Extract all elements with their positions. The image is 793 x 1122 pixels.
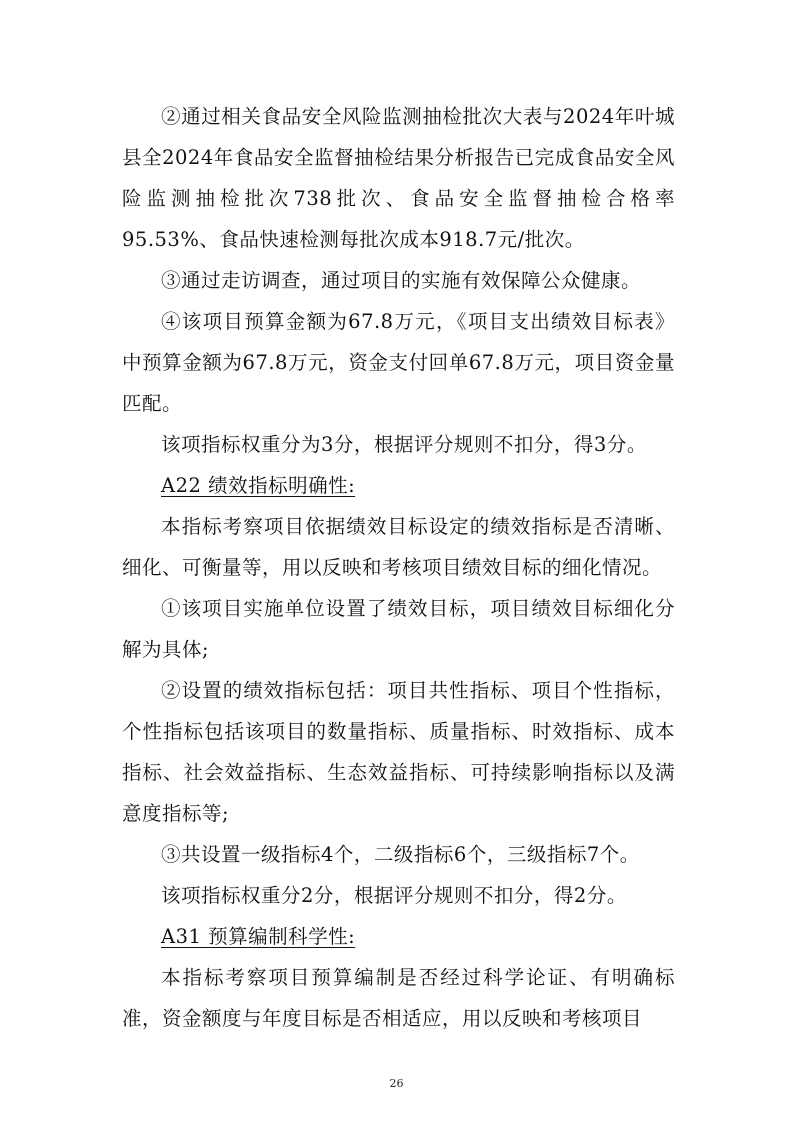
body-text	[122, 96, 675, 1039]
paragraph-a22-item-2: ②设置的绩效指标包括：项目共性指标、项目个性指标，个性指标包括该项目的数量指标、质量指标、时效指标、成本指标、社会效益指标、生态效益指标、可持续影响指标以及满意度指标等;	[122, 679, 675, 825]
heading-a31	[122, 916, 675, 957]
paragraph-field-survey: ③通过走访调查，通过项目的实施有效保障公众健康。	[161, 269, 642, 292]
paragraph-budget-match: ④该项目预算金额为67.8万元，《项目支出绩效目标表》中预算金额为67.8万元，资金支付回单67.8万元，项目资金量匹配。	[122, 310, 675, 415]
paragraph-a22-item-1: ①该项目实施单位设置了绩效目标，项目绩效目标细化分解为具体;	[122, 597, 675, 661]
heading-a22-text: A22 绩效指标明确性:	[161, 474, 356, 497]
paragraph-a31-description: 本指标考察项目预算编制是否经过科学论证、有明确标准，资金额度与年度目标是否相适应，用以反映和考核项目	[122, 966, 675, 1030]
paragraph-a22-description: 本指标考察项目依据绩效目标设定的绩效指标是否清晰、细化、可衡量等，用以反映和考核项目绩效目标的细化情况。	[122, 515, 675, 579]
paragraph-monitoring-results: ②通过相关食品安全风险监测抽检批次大表与2024年叶城县全2024年食品安全监督抽检结果分析报告已完成食品安全风险监测抽检批次738批次、食品安全监督抽检合格率95.53%、食品快速检测每批次成本918.7元/批次。	[122, 105, 675, 251]
paragraph-a22-item-3: ③共设置一级指标4个，二级指标6个，三级指标7个。	[161, 843, 640, 866]
heading-a22	[122, 465, 675, 506]
heading-a31-text: A31 预算编制科学性:	[161, 925, 356, 948]
page-number: 26	[389, 1077, 404, 1090]
paragraph-score-a21: 该项指标权重分为3分，根据评分规则不扣分，得3分。	[161, 433, 647, 456]
paragraph-score-a22: 该项指标权重分2分，根据评分规则不扣分，得2分。	[161, 884, 627, 907]
